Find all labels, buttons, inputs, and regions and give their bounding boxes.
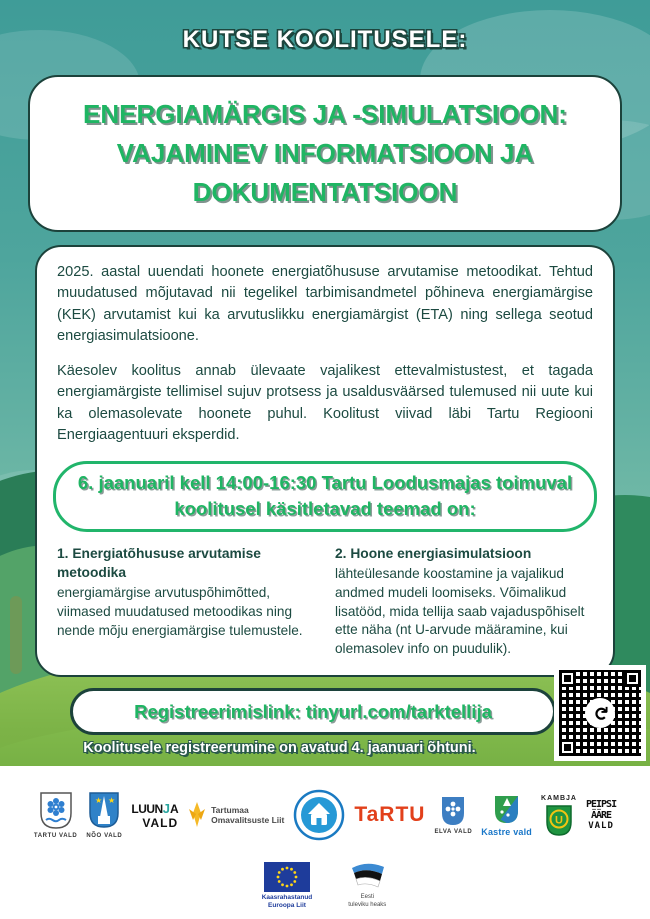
tol-label-line1: Tartumaa <box>211 804 249 815</box>
topic-2-heading: 2. Hoone energiasimulatsioon <box>335 546 532 562</box>
tartu-city-logo <box>354 803 425 827</box>
qr-finder-icon <box>559 670 576 687</box>
kicker-text: KUTSE KOOLITUSELE: <box>182 26 468 53</box>
luunja-vald-text: VALD <box>142 815 179 830</box>
svg-text:★: ★ <box>95 796 103 805</box>
topic-column-1 <box>57 544 315 659</box>
elva-vald-shield-icon <box>440 795 466 827</box>
tartu-vald-shield-icon <box>39 791 73 831</box>
luunja-j-accent: J <box>162 800 170 816</box>
ee-label-line1: Eesti <box>360 894 374 900</box>
kambja-label: KAMBJA <box>541 794 577 802</box>
eu-label-line1: Kaasrahastanud <box>261 894 313 901</box>
svg-text:★: ★ <box>108 796 116 805</box>
luunja-vald-logo <box>131 801 178 830</box>
tree-trunk <box>10 596 22 674</box>
luunja-text: LUUN <box>131 801 163 816</box>
tol-label-line2: Omavalitsuste Liit <box>211 815 285 825</box>
topics-columns <box>57 544 593 659</box>
tartu-vald-logo <box>34 791 77 839</box>
eu-cofunded-logo <box>262 862 313 910</box>
qr-finder-icon <box>559 739 576 756</box>
ee-label-line2: tuleviku heaks <box>348 901 387 908</box>
elva-vald-label: ELVA VALD <box>434 829 473 835</box>
noo-vald-logo <box>86 791 122 839</box>
luunja-text: A <box>169 801 179 816</box>
kastre-vald-shield-icon <box>493 794 520 825</box>
tartumaa-omavalitsuste-liit-logo <box>187 801 284 829</box>
svg-text:U: U <box>555 814 563 826</box>
qr-code <box>554 665 646 761</box>
kastre-vald-logo <box>481 794 532 837</box>
energy-agency-badge-icon <box>293 789 345 841</box>
qr-center-arrow-icon: ↻ <box>585 698 615 728</box>
eu-label-line2: Euroopa Liit <box>268 902 306 910</box>
title-box <box>28 75 622 232</box>
funding-logo-row <box>0 862 650 910</box>
qr-pattern <box>559 670 641 756</box>
peipsiaare-vald-logo <box>586 800 616 831</box>
topic-1-body: energiamärgise arvutuspõhimõtted, viimased muudatused metoodikas ning nende mõju energiamärgise tulemustele. <box>57 585 303 638</box>
tartu-regiooni-energiaagentuur-logo <box>293 789 345 841</box>
tol-leaf-icon <box>187 801 207 829</box>
intro-paragraph-1: 2025. aastal uuendati hoonete energiatõhususe arvutamise metoodikat. Tehtud muudatused mõjutavad nii tegelikel tarbimisandmetel põhineva energiamärgise (KEK) arvutamist kui ka arvutuslikku energiamärgist (ETA) ning sellega seotud energiasimulatsioone. <box>57 264 593 345</box>
noo-vald-label: NÕO VALD <box>86 833 123 839</box>
eu-flag-icon <box>264 862 310 892</box>
estonia-future-logo <box>346 862 388 909</box>
qr-finder-icon <box>624 670 641 687</box>
tartu-city-wordmark: TaRTU <box>354 803 426 826</box>
footer <box>0 766 650 919</box>
topic-1-heading: 1. Energiatõhususe arvutamise metoodika <box>57 546 261 581</box>
partner-logo-row <box>0 766 650 854</box>
tartu-vald-label: TARTU VALD <box>33 833 78 839</box>
kambja-shield-icon <box>545 804 573 836</box>
elva-vald-logo <box>434 795 472 835</box>
poster-title: ENERGIAMÄRGIS JA -SIMULATSIOON: VAJAMINEV INFORMATSIOON JA DOKUMENTATSIOON <box>83 99 567 207</box>
noo-vald-shield-icon <box>88 791 120 831</box>
peipsiaare-text-line1: PEIPSI <box>585 798 617 810</box>
kastre-vald-label: Kastre vald <box>481 826 533 837</box>
registration-link[interactable] <box>70 688 556 735</box>
event-banner: 6. jaanuaril kell 14:00-16:30 Tartu Loodusmajas toimuval koolitusel käsitletavad teemad on: <box>53 461 597 533</box>
topic-2-body: lähteülesande koostamine ja vajalikud andmed mudeli loomiseks. Võimalikud lisatööd, mida tellija saab vajaduspõhiselt ette näha (nt U-arvude määramine, kui olemasolev info on puudulik). <box>335 566 585 657</box>
registration-link-label: Registreerimislink: tinyurl.com/tarktellija <box>134 700 492 722</box>
content-box <box>35 245 615 677</box>
peipsiaare-text-line2: ÄÄRE <box>590 809 612 821</box>
topic-column-2 <box>335 544 593 659</box>
estonian-flag-swoosh-icon <box>346 862 388 892</box>
intro-paragraph-2: Käesolev koolitus annab ülevaate vajalikest ettevalmistustest, et tagada energiamärgiste tellimisel sujuv protsess ja usaldusväärsed tulemused nii uute kui ka olemasolevate hoonete puhul. Koolitust viivad läbi Tartu Regiooni Energiaagentuuri eksperdid. <box>57 362 593 444</box>
registration-deadline-note: Koolitusele registreerumine on avatud 4. jaanuari õhtuni. <box>83 740 476 756</box>
peipsiaare-vald-text: VALD <box>588 821 614 832</box>
kambja-vald-logo <box>541 795 577 836</box>
